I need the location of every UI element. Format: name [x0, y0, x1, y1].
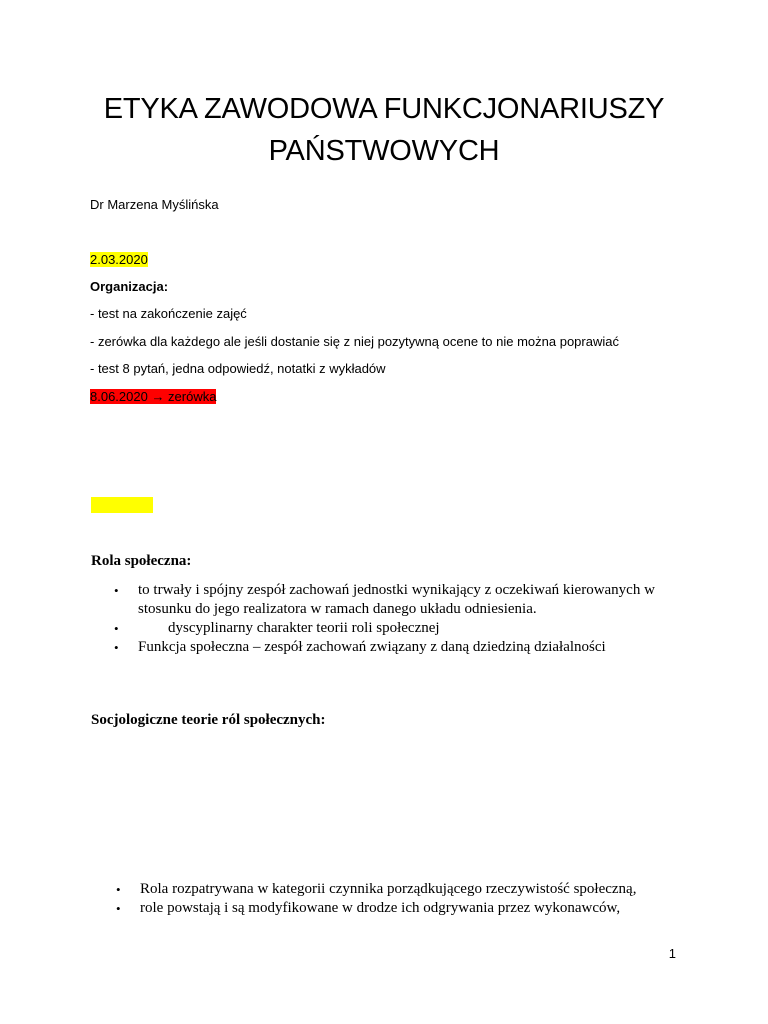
list-item-text: stosunku do jego realizatora w ramach danego układu odniesienia. — [138, 601, 537, 617]
author: Dr Marzena Myślińska — [90, 197, 219, 212]
list-item — [116, 899, 636, 918]
list-item-text: Rola rozpatrywana w kategorii czynnika porządkującego rzeczywistość społeczną, — [140, 881, 637, 897]
list-item — [116, 880, 636, 899]
date-line — [90, 251, 148, 269]
empty-highlight-mark — [91, 497, 153, 513]
organization-item: - test 8 pytań, jedna odpowiedź, notatki z wykładów — [90, 361, 386, 376]
page-number: 1 — [668, 946, 676, 961]
list-item — [114, 638, 655, 657]
bullet-icon: • — [114, 621, 119, 636]
organization-item: - test na zakończenie zajęć — [90, 306, 247, 321]
role-heading: Rola społeczna: — [91, 553, 192, 569]
list-item-text: dyscyplinarny charakter teorii roli społecznej — [168, 620, 440, 636]
bullet-icon: • — [116, 901, 121, 916]
list-item-text: Funkcja społeczna – zespół zachowań związany z daną dziedziną działalności — [138, 639, 606, 655]
exam-date-highlight: 8.06.2020 → zerówka — [90, 389, 217, 404]
exam-date-line — [90, 388, 216, 406]
list-item-text: to trwały i spójny zespół zachowań jednostki wynikający z oczekiwań kierowanych w — [138, 582, 655, 598]
theories-bullet-list — [116, 880, 636, 918]
page-title-line-1: ETYKA ZAWODOWA FUNKCJONARIUSZY — [103, 93, 665, 125]
list-item — [114, 581, 655, 619]
page-title — [0, 88, 768, 172]
bullet-icon: • — [114, 583, 119, 598]
bullet-icon: • — [114, 640, 119, 655]
list-item-text: role powstają i są modyfikowane w drodze ich odgrywania przez wykonawców, — [140, 900, 621, 916]
date-highlight: 2.03.2020 — [90, 252, 148, 267]
theories-heading: Socjologiczne teorie ról społecznych: — [91, 712, 326, 728]
page-title-line-2: PAŃSTWOWYCH — [268, 135, 500, 167]
list-item — [114, 619, 655, 638]
organization-heading: Organizacja: — [90, 279, 169, 294]
role-bullet-list — [114, 581, 655, 657]
bullet-icon: • — [116, 882, 121, 897]
organization-item: - zerówka dla każdego ale jeśli dostanie się z niej pozytywną ocene to nie można poprawiać — [90, 334, 619, 349]
